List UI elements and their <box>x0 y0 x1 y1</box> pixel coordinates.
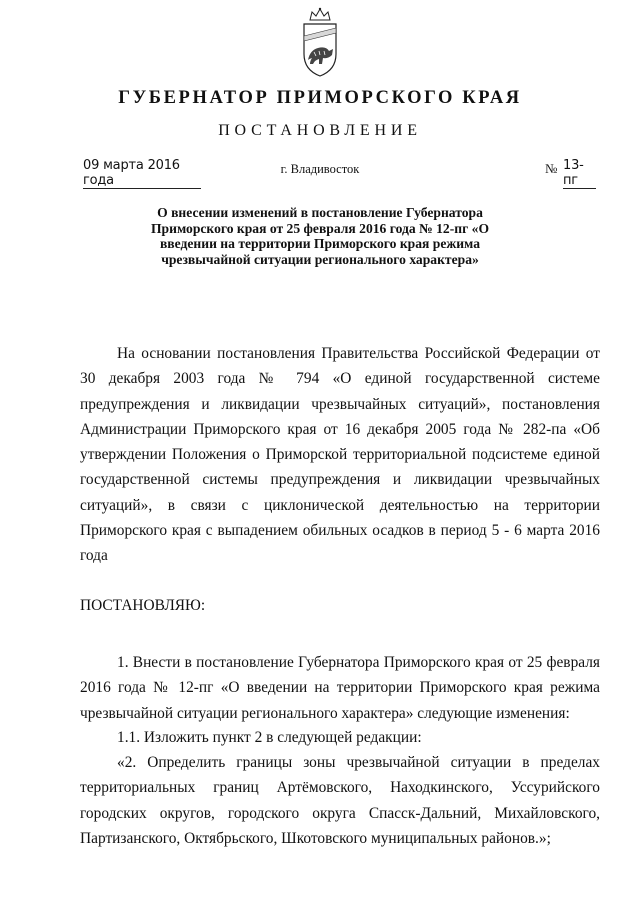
document-city: г. Владивосток <box>280 162 360 176</box>
number-sign: № <box>545 161 558 176</box>
document-number: 13-пг <box>563 158 596 189</box>
document-title: О внесении изменений в постановление Губернатора Приморского края от 25 февраля 2016 года № 12-пг «О введении на территории Приморского края режима чрезвычайной ситуации регионального характера» <box>150 205 490 267</box>
item-1-paragraph: 1. Внести в постановление Губернатора Приморского края от 25 февраля 2016 года № 12-пг «О введении на территории Приморского края режима чрезвычайной ситуации регионального характера» следующие изменения: <box>80 654 600 722</box>
document-type-heading: ПОСТАНОВЛЕНИЕ <box>218 122 422 139</box>
preamble-paragraph: На основании постановления Правительства Российской Федерации от 30 декабря 2003 года № 794 «О единой государственной системе предупреждения и ликвидации чрезвычайных ситуаций», постановления Администрации Приморского края от 16 декабря 2005 года № 282-па «Об утверждении Положения о Приморской территориальной подсистеме единой государственной системы предупреждения и ликвидации чрезвычайных ситуаций», в связи с циклонической деятельностью на территории Приморского края с выпадением обильных осадков в период 5 - 6 марта 2016 года <box>80 345 600 565</box>
issuing-authority-heading: ГУБЕРНАТОР ПРИМОРСКОГО КРАЯ <box>118 88 522 108</box>
item-2-quote-paragraph: «2. Определить границы зоны чрезвычайной ситуации в пределах территориальных границ Артёмовского, Находкинского, Уссурийского городских округов, городского округа Спасск-Дальний, Михайловского, Партизанского, Октябрьского, Шкотовского муниципальных районов.»; <box>80 754 600 847</box>
document-date: 09 марта 2016 года <box>83 158 201 189</box>
item-1-1-paragraph: 1.1. Изложить пункт 2 в следующей редакции: <box>117 729 422 746</box>
resolve-heading: ПОСТАНОВЛЯЮ: <box>80 597 206 614</box>
coat-of-arms-emblem <box>298 6 342 78</box>
